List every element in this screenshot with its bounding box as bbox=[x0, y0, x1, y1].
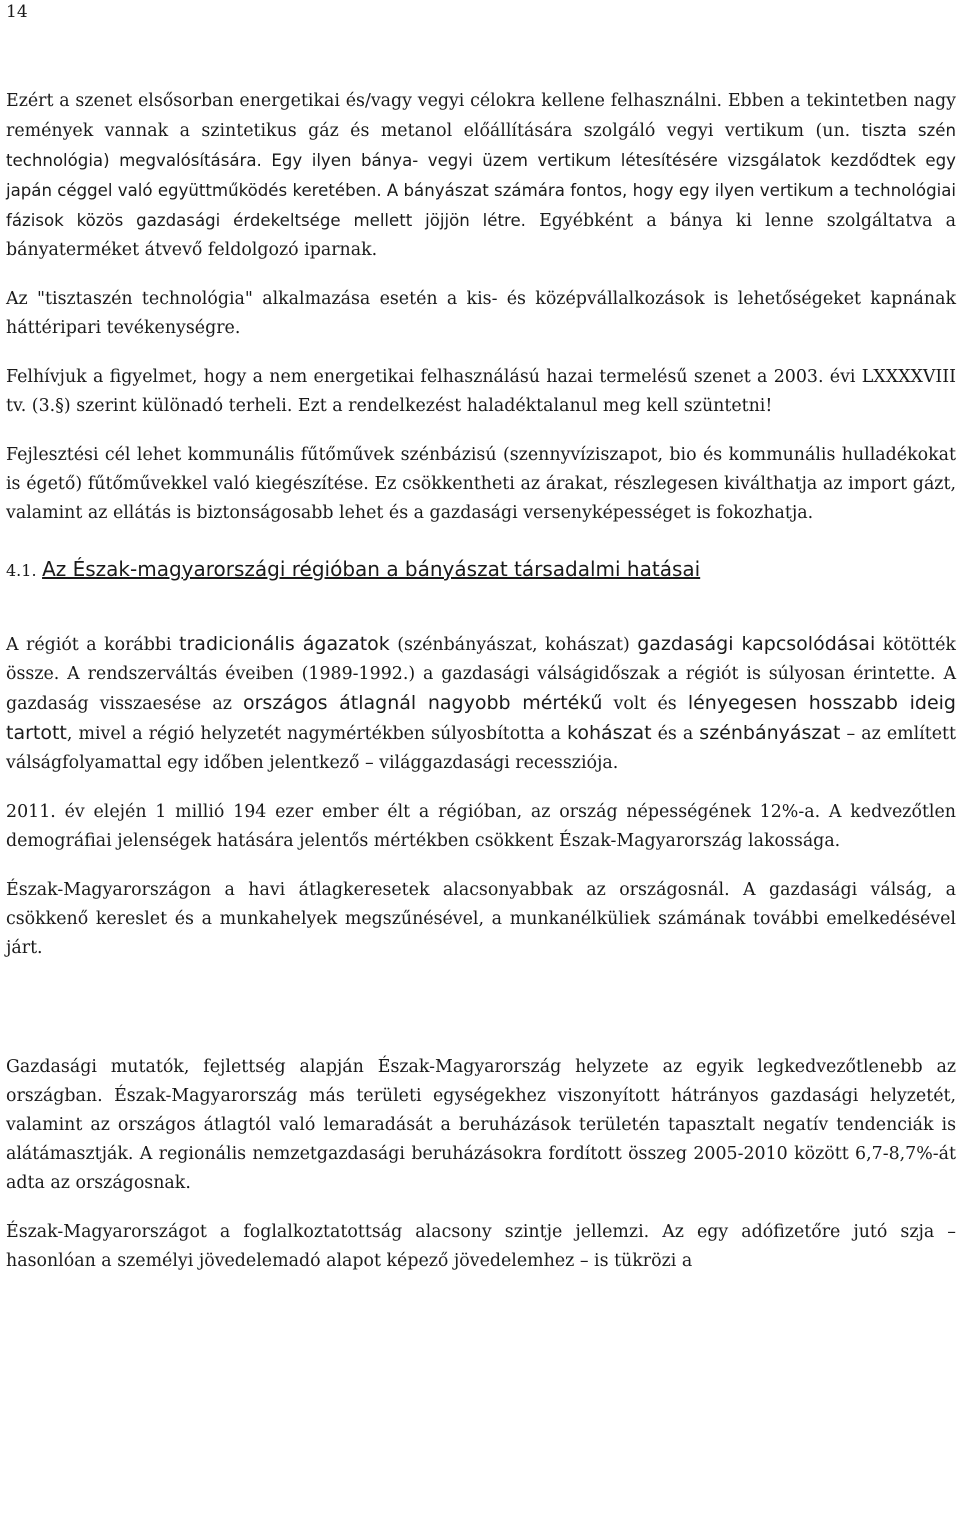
paragraph-clean-coal bbox=[6, 285, 956, 343]
highlight-text: kohászat bbox=[567, 722, 652, 744]
paragraph-economic-indicators bbox=[6, 1053, 956, 1198]
paragraph-text: – az említett válságfolyamattal egy időben jelentkező – világgazdasági recessziója. bbox=[6, 724, 956, 773]
paragraph-text-sans: tiszta szén technológia) megvalósítására. Egy ilyen bánya- vegyi üzem vertikum létesítésére vizsgálatok kezdődtek egy japán céggel való együttműködés keretében. A bányászat számára fontos, hogy egy ilyen vertikum a technológiai fázisok közös gazdasági érdekeltsége mellett jöjjön létre. bbox=[6, 121, 956, 230]
paragraph-text: Észak-Magyarországon a havi átlagkeresetek alacsonyabbak az országosnál. A gazdasági válság, a csökkenő kereslet és a munkahelyek megszűnésével, a munkanélküliek számának további emelkedésével járt. bbox=[6, 880, 956, 958]
section-title: Az Észak-magyarországi régióban a bányászat társadalmi hatásai bbox=[42, 557, 701, 581]
paragraph-text: Ezért a szenet elsősorban energetikai és/vagy vegyi célokra kellene felhasználni. Ebben a tekintetben nagy remények vannak a szintetikus gáz és metanol előállítására szolgáló vegyi vertikum (un. bbox=[6, 91, 956, 141]
highlight-text: gazdasági kapcsolódásai bbox=[637, 633, 876, 655]
page-number: 14 bbox=[6, 2, 28, 22]
spacer bbox=[6, 983, 956, 1053]
paragraph-text: Gazdasági mutatók, fejlettség alapján Észak-Magyarország helyzete az egyik legkedvezőtlenebb az országban. Észak-Magyarország más területi egységekhez viszonyított hátrányos gazdasági helyzetét, valamint az országos átlagtól való lemaradását a beruházások területén tapasztalt negatív tendenciák is alátámasztják. A regionális nemzetgazdasági beruházásokra fordított összeg 2005-2010 között 6,7-8,7%-át adta az országosnak. bbox=[6, 1057, 956, 1193]
paragraph-special-tax bbox=[6, 363, 956, 421]
highlight-text: lényegesen hosszabb ideig tartott bbox=[6, 692, 956, 744]
paragraph-text: Észak-Magyarországot a foglalkoztatottság alacsony szintje jellemzi. Az egy adófizetőre jutó szja – hasonlóan a személyi jövedelemadó alapot képező jövedelemhez – is tükrözi a bbox=[6, 1222, 956, 1271]
paragraph-text: , mivel a régió helyzetét nagymértékben súlyosbította a bbox=[66, 724, 567, 744]
paragraph-text: Fejlesztési cél lehet kommunális fűtőművek szénbázisú (szennyvíziszapot, bio és kommunális hulladékokat is égető) fűtőművekkel való kiegészítése. Ez csökkentheti az árakat, részlegesen kiválthatja az import gázt, valamint az ellátás is biztonságosabb lehet és a gazdasági versenyképességet is fokozhatja. bbox=[6, 445, 956, 523]
paragraph-development-goal bbox=[6, 441, 956, 528]
paragraph-text: kötötték össze. A rendszerváltás éveiben (1989-1992.) a gazdasági válságidőszak a régiót is súlyosan érintette. A gazdaság visszaesése az bbox=[6, 635, 956, 714]
section-heading bbox=[6, 554, 956, 586]
paragraph-text: és a bbox=[651, 724, 700, 744]
paragraph-text: Egyébként a bánya ki lenne szolgáltatva a bányaterméket átvevő feldolgozó iparnak. bbox=[6, 211, 957, 260]
paragraph-region-history bbox=[6, 630, 956, 778]
document-body bbox=[6, 87, 956, 1296]
highlight-text: országos átlagnál nagyobb mértékű bbox=[242, 692, 603, 714]
paragraph-wages bbox=[6, 876, 956, 963]
paragraph-employment bbox=[6, 1218, 956, 1276]
paragraph-coal-usage bbox=[6, 87, 956, 265]
highlight-text: tradicionális ágazatok bbox=[179, 633, 390, 655]
section-number: 4.1. bbox=[6, 561, 37, 580]
highlight-text: szénbányászat bbox=[699, 722, 841, 744]
paragraph-text: Az "tisztaszén technológia" alkalmazása esetén a kis- és középvállalkozások is lehetőségeket kapnának háttéripari tevékenységre. bbox=[6, 289, 956, 338]
paragraph-text: Felhívjuk a figyelmet, hogy a nem energetikai felhasználású hazai termelésű szenet a 2003. évi LXXXXVIII tv. (3.§) szerint különadó terheli. bbox=[6, 367, 956, 416]
paragraph-population bbox=[6, 798, 956, 856]
paragraph-text: Ezt a rendelkezést haladéktalanul meg kell szüntetni! bbox=[297, 396, 773, 416]
paragraph-text: volt és bbox=[602, 694, 688, 714]
paragraph-text: A régiót a korábbi bbox=[6, 635, 180, 655]
paragraph-text: 2011. év elején 1 millió 194 ezer ember élt a régióban, az ország népességének 12%-a. A kedvezőtlen demográfiai jelenségek hatására jelentős mértékben csökkent Észak-Magyarország lakossága. bbox=[6, 802, 956, 851]
paragraph-text: (szénbányászat, kohászat) bbox=[389, 635, 638, 655]
